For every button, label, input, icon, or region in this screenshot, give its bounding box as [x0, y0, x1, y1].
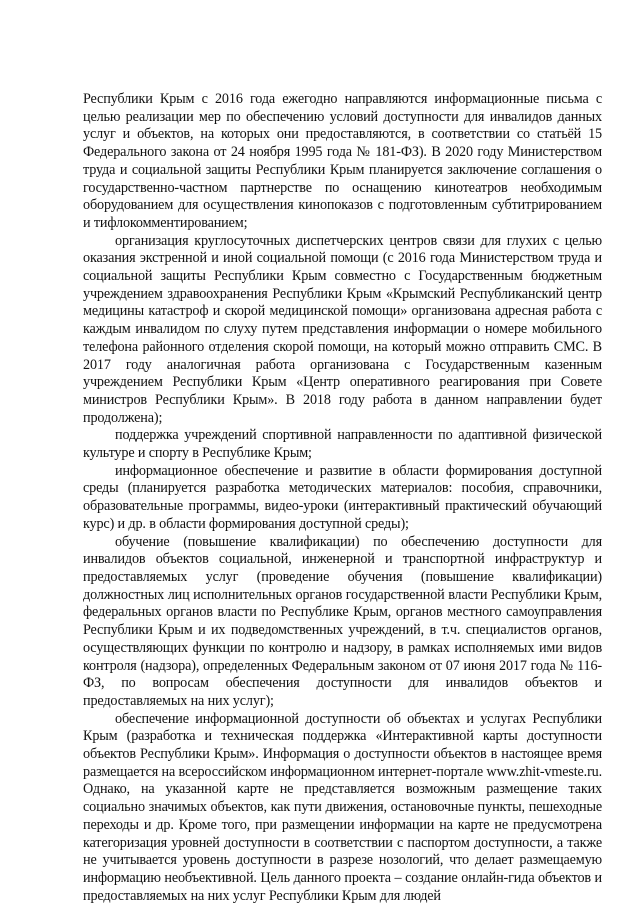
paragraph-interactive-map: обеспечение информационной доступности об объектах и услугах Республики Крым (разработка и техническая поддержка «Интерактивной карты доступности объектов Республики Крым». Информация о доступности объектов в настоящее время размещается на всероссийском информационном интернет-портале www.zhit-vmeste.ru. Однако, на указанной карте не представляется возможным размещение таких социально значимых объектов, как пути движения, остановочные пункты, пешеходные переходы и др. Кроме того, при размещении информации на карте не предусмотрена категоризация уровней доступности в соответствии с паспортом доступности, а также не учитывается уровень доступности в разрезе нозологий, что делает размещаемую информацию необъективной. Цель данного проекта – создание онлайн-гида объектов и предоставляемых на них услуг Республики Крым для людей [83, 710, 602, 904]
paragraph-sports-support: поддержка учреждений спортивной направленности по адаптивной физической культуре и спорту в Республике Крым; [83, 427, 602, 462]
document-body [83, 91, 602, 905]
paragraph-dispatch-centers: организация круглосуточных диспетчерских центров связи для глухих с целью оказания экстренной и иной социальной помощи (с 2016 года Министерством труда и социальной защиты Республики Крым совместно с Государственным бюджетным учреждением здравоохранения Республики Крым «Крымский Республиканский центр медицины катастроф и скорой медицинской помощи» организована адресная работа с каждым инвалидом по слуху путем представления информации о номере мобильного телефона районного отделения скорой помощи, на который можно отправить СМС. В 2017 году аналогичная работа организована с Государственным казенным учреждением Республики Крым «Центр оперативного реагирования при Совете министров Республики Крым». В 2018 году работа в данном направлении будет продолжена); [83, 232, 602, 426]
paragraph-information-support: информационное обеспечение и развитие в области формирования доступной среды (планируется разработка методических материалов: пособия, справочники, образовательные программы, видео-уроки (интерактивный практический обучающий курс) и др. в области формирования доступной среды); [83, 462, 602, 532]
paragraph-training: обучение (повышение квалификации) по обеспечению доступности для инвалидов объектов социальной, инженерной и транспортной инфраструктур и предоставляемых услуг (проведение обучения (повышение квалификации) должностных лиц исполнительных органов государственной власти Республики Крым, федеральных органов власти по Республике Крым, органов местного самоуправления Республики Крым и их подведомственных учреждений, в т.ч. специалистов органов, осуществляющих функции по контролю и надзору, в рамках исполняемых ими видов контроля (надзора), определенных Федеральным законом от 07 июня 2017 года № 116-ФЗ, по вопросам обеспечения доступности для инвалидов объектов и предоставляемых на них услуг); [83, 533, 602, 709]
paragraph-cinema-accessibility: Республики Крым с 2016 года ежегодно направляются информационные письма с целью реализации мер по обеспечению условий доступности для инвалидов данных услуг и объектов, на которых они предоставляются, в соответствии со статьёй 15 Федерального закона от 24 ноября 1995 года № 181-ФЗ). В 2020 году Министерством труда и социальной защиты Республики Крым планируется заключение соглашения о государственно-частном партнерстве по оснащению кинотеатров необходимым оборудованием для осуществления кинопоказов с подготовленным субтитрированием и тифлокомментированием; [83, 91, 602, 231]
page-bottom-margin [83, 885, 602, 887]
